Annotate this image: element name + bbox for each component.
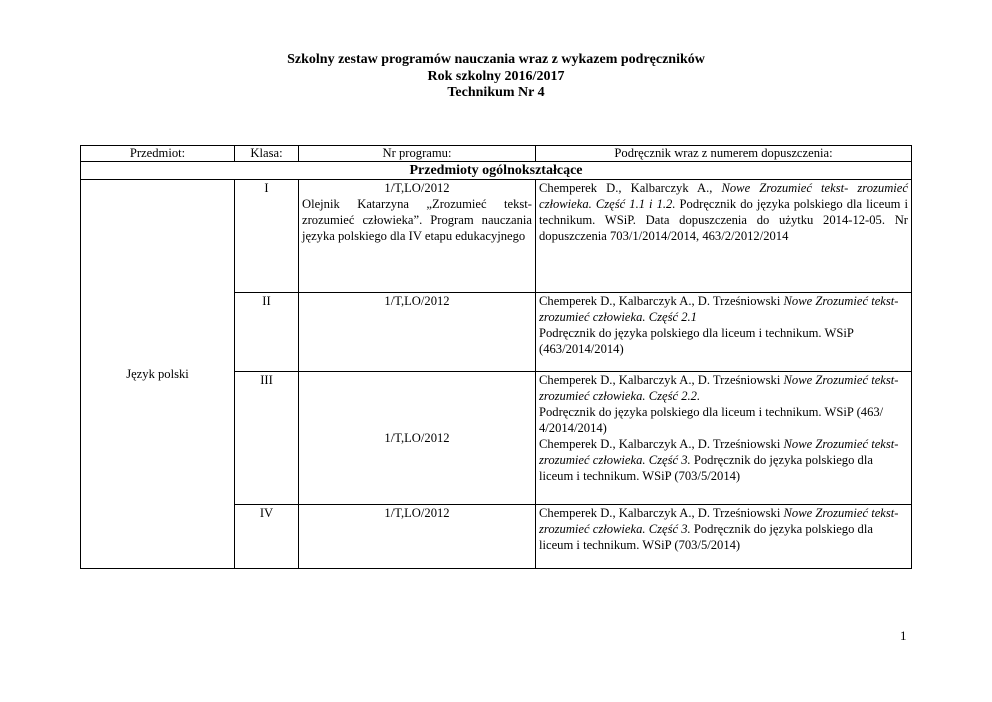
textbook-cell xyxy=(536,505,912,569)
textbook-title: Nowe Zrozumieć tekst- zrozumieć człowieka. Część 3. xyxy=(539,506,899,536)
textbook-details: Podręcznik do języka polskiego dla liceum i technikum. WSiP (463/ 4/2014/2014) xyxy=(539,405,884,435)
textbook-details: Podręcznik do języka polskiego dla liceum i technikum. WSiP (463/2014/2014) xyxy=(539,326,854,356)
class-cell: II xyxy=(235,293,299,372)
table-header-row xyxy=(81,146,912,162)
textbook-details: Podręcznik do języka polskiego dla liceum i technikum. WSiP. Data dopuszczenia do użytku 2014-12-05. Nr dopuszczenia 703/1/2014/2014, 463/2/2012/2014 xyxy=(539,197,908,243)
section-title: Przedmioty ogólnokształcące xyxy=(81,162,912,180)
section-row xyxy=(81,162,912,180)
school-year: Rok szkolny 2016/2017 xyxy=(427,68,565,84)
textbook-cell xyxy=(536,180,912,293)
textbook-details: Podręcznik do języka polskiego dla liceum i technikum. WSiP (703/5/2014) xyxy=(539,522,873,552)
textbook-authors: Chemperek D., Kalbarczyk A., D. Trześniowski xyxy=(539,506,784,520)
page-number: 1 xyxy=(900,628,907,643)
column-header-textbook: Podręcznik wraz z numerem dopuszczenia: xyxy=(536,146,912,162)
program-number: 1/T,LO/2012 xyxy=(384,181,450,195)
column-header-program: Nr programu: xyxy=(299,146,536,162)
textbook-authors: Chemperek D., Kalbarczyk A., D. Trześniowski xyxy=(539,294,781,308)
column-header-class: Klasa: xyxy=(235,146,299,162)
program-number: 1/T,LO/2012 xyxy=(299,372,536,505)
class-cell: IV xyxy=(235,505,299,569)
column-header-subject: Przedmiot: xyxy=(81,146,235,162)
document-header xyxy=(0,52,992,102)
document-title: Szkolny zestaw programów nauczania wraz z wykazem podręczników xyxy=(287,52,705,67)
class-cell: I xyxy=(235,180,299,293)
textbook-title: Nowe Zrozumieć tekst- zrozumieć człowieka. Część 2.2. xyxy=(539,373,899,403)
textbook-title: Nowe Zrozumieć tekst- zrozumieć człowieka. Część 1.1 i 1.2. xyxy=(539,181,908,211)
textbook-title: Nowe Zrozumieć tekst- zrozumieć człowieka. Część 3. xyxy=(539,437,899,467)
textbook-cell xyxy=(536,372,912,505)
program-description: Olejnik Katarzyna „Zrozumieć tekst- zrozumieć człowieka”. Program nauczania języka polskiego dla IV etapu edukacyjnego xyxy=(302,197,532,243)
table-row xyxy=(81,180,912,293)
class-cell: III xyxy=(235,372,299,505)
school-name: Technikum Nr 4 xyxy=(447,85,545,100)
program-number: 1/T,LO/2012 xyxy=(299,505,536,569)
curriculum-table xyxy=(80,145,912,569)
textbook-authors: Chemperek D., Kalbarczyk A., xyxy=(539,181,713,195)
textbook-title: Nowe Zrozumieć tekst- zrozumieć człowieka. Część 2.1 xyxy=(539,294,899,324)
subject-name: Język polski xyxy=(126,367,189,381)
textbook-authors: Chemperek D., Kalbarczyk A., D. Trześniowski xyxy=(539,373,781,387)
program-number: 1/T,LO/2012 xyxy=(299,293,536,372)
textbook-cell xyxy=(536,293,912,372)
textbook-details: Podręcznik do języka polskiego dla liceum i technikum. WSiP (703/5/2014) xyxy=(539,453,873,483)
subject-cell xyxy=(81,180,235,569)
program-cell xyxy=(299,180,536,293)
textbook-authors: Chemperek D., Kalbarczyk A., D. Trześniowski xyxy=(539,437,784,451)
